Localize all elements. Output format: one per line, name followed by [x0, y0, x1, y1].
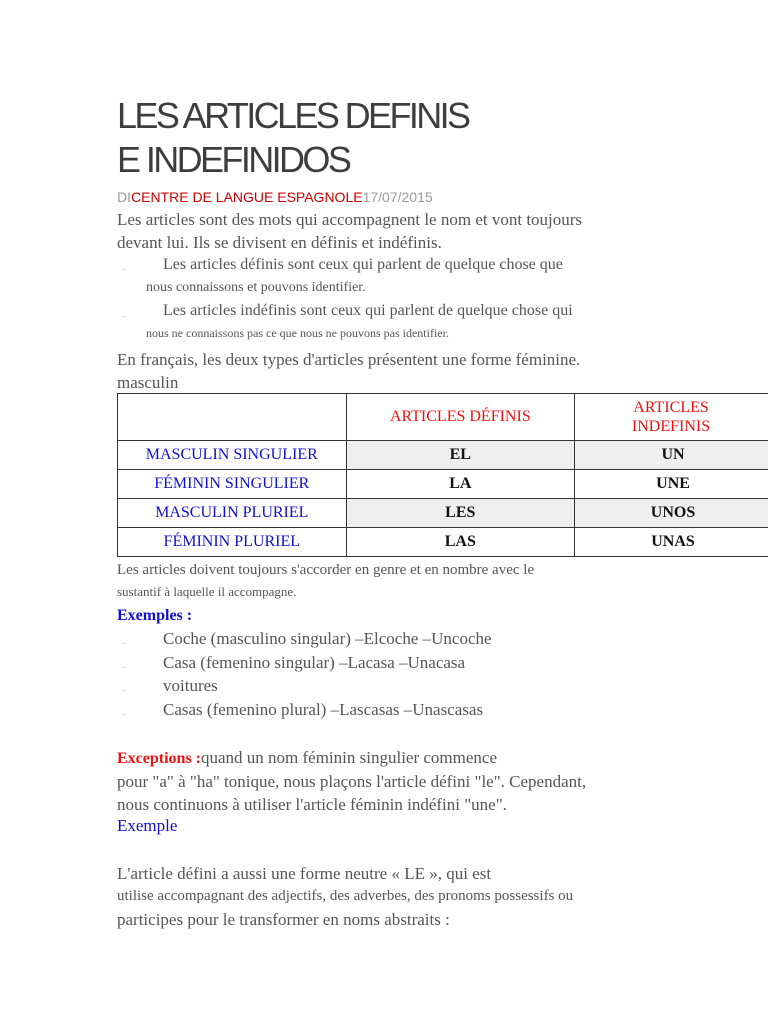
examples-heading: Exemples : — [117, 607, 193, 624]
bullet-item-1: Les articles définis sont ceux qui parlent de quelque chose que — [163, 256, 563, 273]
table-row — [118, 499, 768, 528]
table-cell: UNE — [575, 470, 768, 499]
table-header-row — [118, 394, 768, 441]
table-header-cell: ARTICLES INDEFINIS — [575, 394, 768, 441]
table-header-cell: ARTICLES DÉFINIS — [346, 394, 575, 441]
table-cell: LES — [346, 499, 575, 528]
intro-line-1: Les articles sont des mots qui accompagnent le nom et vont toujours — [117, 210, 583, 229]
neutral-line-1: L'article défini a aussi une forme neutre « LE », qui est — [117, 864, 492, 883]
exceptions-line-2: pour "a" à "ha" tonique, nous plaçons l'article défini "le". Cependant, — [117, 772, 587, 791]
exemple-link[interactable]: Exemple — [117, 816, 178, 835]
table-row — [118, 470, 768, 499]
example-item: Casas (femenino plural) –Lascasas –Unascasas — [163, 700, 484, 719]
exceptions-paragraph — [117, 746, 586, 816]
table-cell: EL — [346, 441, 575, 470]
table-cell: LA — [346, 470, 575, 499]
table-row — [118, 441, 768, 470]
table-header-cell — [118, 394, 347, 441]
neutral-line-3: participes pour le transformer en noms abstraits : — [117, 910, 450, 929]
exceptions-line-1 — [117, 746, 586, 770]
exceptions-line-3: nous continuons à utiliser l'article féminin indéfini "une". — [117, 795, 507, 814]
intro-line-2: devant lui. Ils se divisent en définis et indéfinis. — [117, 233, 442, 252]
example-item: Coche (masculino singular) –Elcoche –Uncoche — [163, 629, 492, 648]
bullet-marker: . — [123, 708, 125, 717]
agreement-line-2: sustantif à laquelle il accompagne. — [117, 584, 297, 599]
paragraph-forms-line-1: En français, les deux types d'articles présentent une forme féminine. — [117, 350, 581, 369]
page-title — [117, 94, 637, 182]
exceptions-text: quand un nom féminin singulier commence — [201, 748, 498, 767]
example-item: Casa (femenino singular) –Lacasa –Unacasa — [163, 653, 466, 672]
table-row-label: MASCULIN PLURIEL — [118, 499, 347, 528]
paragraph-forms-line-2: masculin — [117, 373, 179, 392]
bullet-item-2: Les articles indéfinis sont ceux qui parlent de quelque chose qui — [163, 302, 573, 319]
table-row — [118, 528, 768, 557]
agreement-line-1: Les articles doivent toujours s'accorder en genre et en nombre avec le — [117, 562, 535, 578]
articles-table — [117, 393, 768, 557]
table-row-label: FÉMININ SINGULIER — [118, 470, 347, 499]
author-link[interactable]: CENTRE DE LANGUE ESPAGNOLE — [131, 189, 363, 205]
bullet-item-2-continuation: nous ne connaissons pas ce que nous ne pouvons pas identifier. — [146, 326, 449, 340]
agreement-paragraph — [117, 559, 534, 603]
title-line-2: E INDEFINIDOS — [117, 139, 350, 180]
table-row-label: FÉMININ PLURIEL — [118, 528, 347, 557]
neutral-paragraph — [117, 862, 573, 931]
intro-paragraph — [117, 208, 582, 254]
paragraph-forms — [117, 348, 580, 394]
post-meta — [117, 189, 433, 205]
table-cell: UN — [575, 441, 768, 470]
bullet-marker: . — [123, 661, 125, 670]
table-cell: LAS — [346, 528, 575, 557]
post-date: 17/07/2015 — [362, 189, 433, 205]
example-item: voitures — [163, 676, 218, 695]
bullet-item-1-continuation: nous connaissons et pouvons identifier. — [146, 280, 366, 295]
bullet-marker: . — [123, 684, 125, 693]
neutral-line-2: utilise accompagnant des adjectifs, des adverbes, des pronoms possessifs ou — [117, 888, 574, 904]
table-cell: UNOS — [575, 499, 768, 528]
meta-prefix: DI — [117, 189, 131, 205]
table-row-label: MASCULIN SINGULIER — [118, 441, 347, 470]
bullet-marker: . — [123, 263, 125, 272]
exceptions-label: Exceptions : — [117, 750, 201, 767]
title-line-1: LES ARTICLES DEFINIS — [117, 95, 469, 136]
bullet-marker: . — [123, 310, 125, 319]
bullet-marker: . — [123, 637, 125, 646]
table-cell: UNAS — [575, 528, 768, 557]
